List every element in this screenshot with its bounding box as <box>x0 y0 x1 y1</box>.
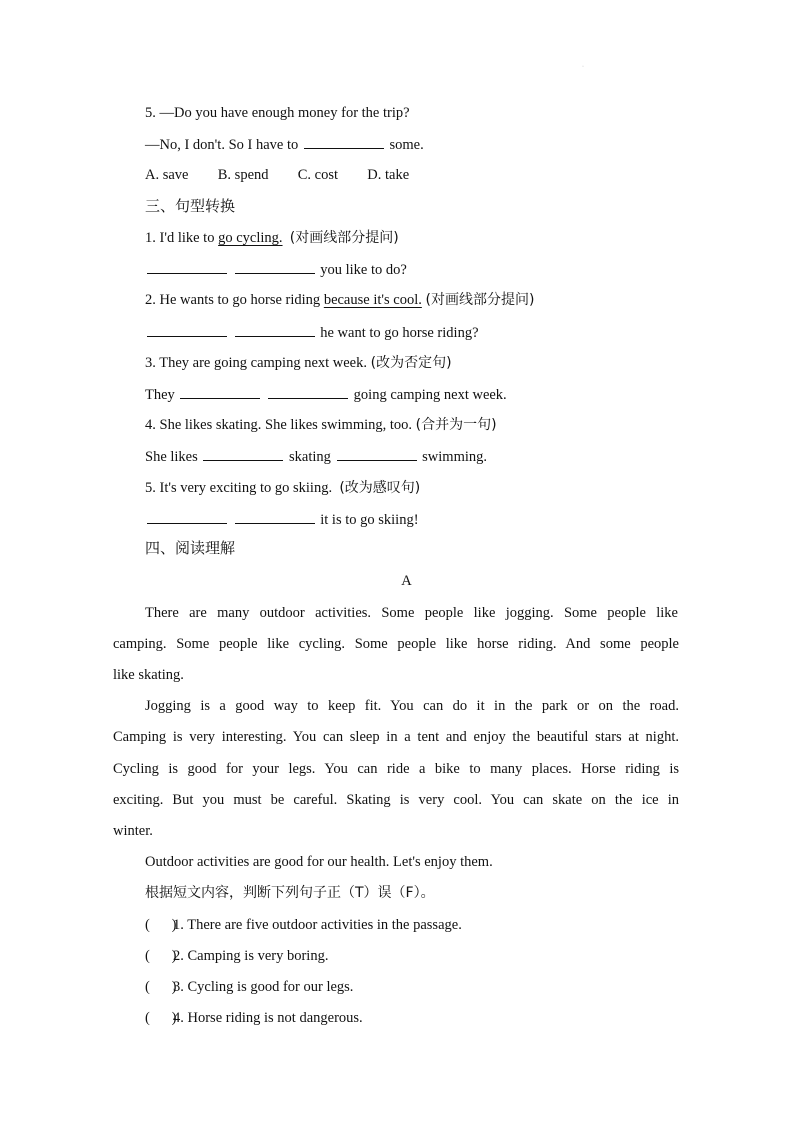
s3-item4-answer-mid: skating <box>289 449 331 465</box>
s3-item1-answer-post: you like to do? <box>320 262 407 278</box>
s3-item1-answer <box>145 260 407 279</box>
s3-item5-blank-2[interactable] <box>235 510 315 524</box>
q5-question: 5. —Do you have enough money for the trip? <box>145 105 410 121</box>
s3-item4-answer-pre: She likes <box>145 449 198 465</box>
q5-answer-post: some. <box>389 137 424 153</box>
p2-line-3: Cycling is good for your legs. You can ride a bike to many places. Horse riding is <box>113 761 679 777</box>
q5-options <box>145 166 409 184</box>
q5-option-a[interactable]: A. save <box>145 167 189 183</box>
s3-item1-underlined: go cycling. <box>218 230 283 246</box>
p3: Outdoor activities are good for our health. Let's enjoy them. <box>145 854 493 870</box>
s3-item3-answer-pre: They <box>145 387 175 403</box>
s3-item3-text: 3. They are going camping next week. <box>145 355 367 371</box>
q5-option-d[interactable]: D. take <box>367 167 410 183</box>
p2-line-5: winter. <box>113 823 153 839</box>
s3-item3-answer <box>145 385 507 404</box>
p2-line-2: Camping is very interesting. You can sleep in a tent and enjoy the beautiful stars at night. <box>113 729 679 745</box>
tf-item-3 <box>145 978 353 996</box>
q5-answer-pre: —No, I don't. So I have to <box>145 137 299 153</box>
s3-item3 <box>145 354 452 372</box>
s3-item5-blank-1[interactable] <box>147 510 227 524</box>
s3-item2 <box>145 291 534 309</box>
p1-line-3: like skating. <box>113 667 184 683</box>
s3-item4-instr: (合并为一句) <box>415 417 497 433</box>
tf-answer-box-2[interactable]: ( ) <box>145 948 177 964</box>
s3-item4-answer <box>145 447 487 466</box>
s3-item1-blank-1[interactable] <box>147 260 227 274</box>
tf-item-4-text: 4. Horse riding is not dangerous. <box>173 1010 363 1026</box>
tf-item-4 <box>145 1009 363 1027</box>
s3-item5-answer <box>145 510 419 529</box>
s3-item5 <box>145 479 420 497</box>
s3-item2-underlined: because it's cool. <box>323 292 422 308</box>
s3-item4-blank-2[interactable] <box>337 447 417 461</box>
s3-item2-instr: (对画线部分提问) <box>425 292 535 308</box>
s3-item3-blank-1[interactable] <box>180 385 260 399</box>
s3-item5-instr: (改为感叹句) <box>339 480 421 496</box>
scan-dot: · <box>582 64 584 70</box>
s3-item2-blank-2[interactable] <box>235 323 315 337</box>
q5-answer-line <box>145 135 424 154</box>
tf-item-1 <box>145 916 462 934</box>
tf-instruction: 根据短文内容，判断下列句子正（T）误（F）。 <box>145 885 435 901</box>
tf-answer-box-3[interactable]: ( ) <box>145 979 177 995</box>
s3-item2-text: 2. He wants to go horse riding <box>145 292 324 308</box>
tf-answer-box-1[interactable]: ( ) <box>145 917 177 933</box>
s3-item3-instr: (改为否定句) <box>370 355 452 371</box>
s3-item1-blank-2[interactable] <box>235 260 315 274</box>
s3-item4-text: 4. She likes skating. She likes swimming, too. <box>145 417 413 433</box>
p1-line-2: camping. Some people like cycling. Some people like horse riding. And some people <box>113 636 679 652</box>
tf-item-3-text: 3. Cycling is good for our legs. <box>173 979 354 995</box>
s3-item4 <box>145 416 497 434</box>
passage-label: A <box>401 573 412 589</box>
s3-item5-text: 5. It's very exciting to go skiing. <box>145 480 333 496</box>
s3-item2-answer-post: he want to go horse riding? <box>320 325 479 341</box>
s3-item3-answer-post: going camping next week. <box>353 387 507 403</box>
s3-item1-instr: (对画线部分提问) <box>289 230 399 246</box>
p2-line-4: exciting. But you must be careful. Skating is very cool. You can skate on the ice in <box>113 792 679 808</box>
p1-line-1: There are many outdoor activities. Some people like jogging. Some people like <box>145 605 678 621</box>
s3-item1 <box>145 229 399 247</box>
s3-item2-answer <box>145 323 479 342</box>
tf-item-1-text: 1. There are five outdoor activities in the passage. <box>173 917 462 933</box>
section4-title: 四、阅读理解 <box>145 539 236 557</box>
s3-item5-answer-post: it is to go skiing! <box>320 512 419 528</box>
s3-item4-answer-post: swimming. <box>422 449 488 465</box>
s3-item2-blank-1[interactable] <box>147 323 227 337</box>
p2-line-1: Jogging is a good way to keep fit. You can do it in the park or on the road. <box>145 698 679 714</box>
q5-option-c[interactable]: C. cost <box>297 167 339 183</box>
s3-item4-blank-1[interactable] <box>203 447 283 461</box>
tf-item-2-text: 2. Camping is very boring. <box>173 948 329 964</box>
section3-title: 三、句型转换 <box>145 197 236 215</box>
s3-item3-blank-2[interactable] <box>268 385 348 399</box>
tf-item-2 <box>145 947 328 965</box>
tf-answer-box-4[interactable]: ( ) <box>145 1010 177 1026</box>
s3-item1-text: 1. I'd like to <box>145 230 219 246</box>
q5-option-b[interactable]: B. spend <box>217 167 269 183</box>
q5-blank[interactable] <box>304 135 384 149</box>
